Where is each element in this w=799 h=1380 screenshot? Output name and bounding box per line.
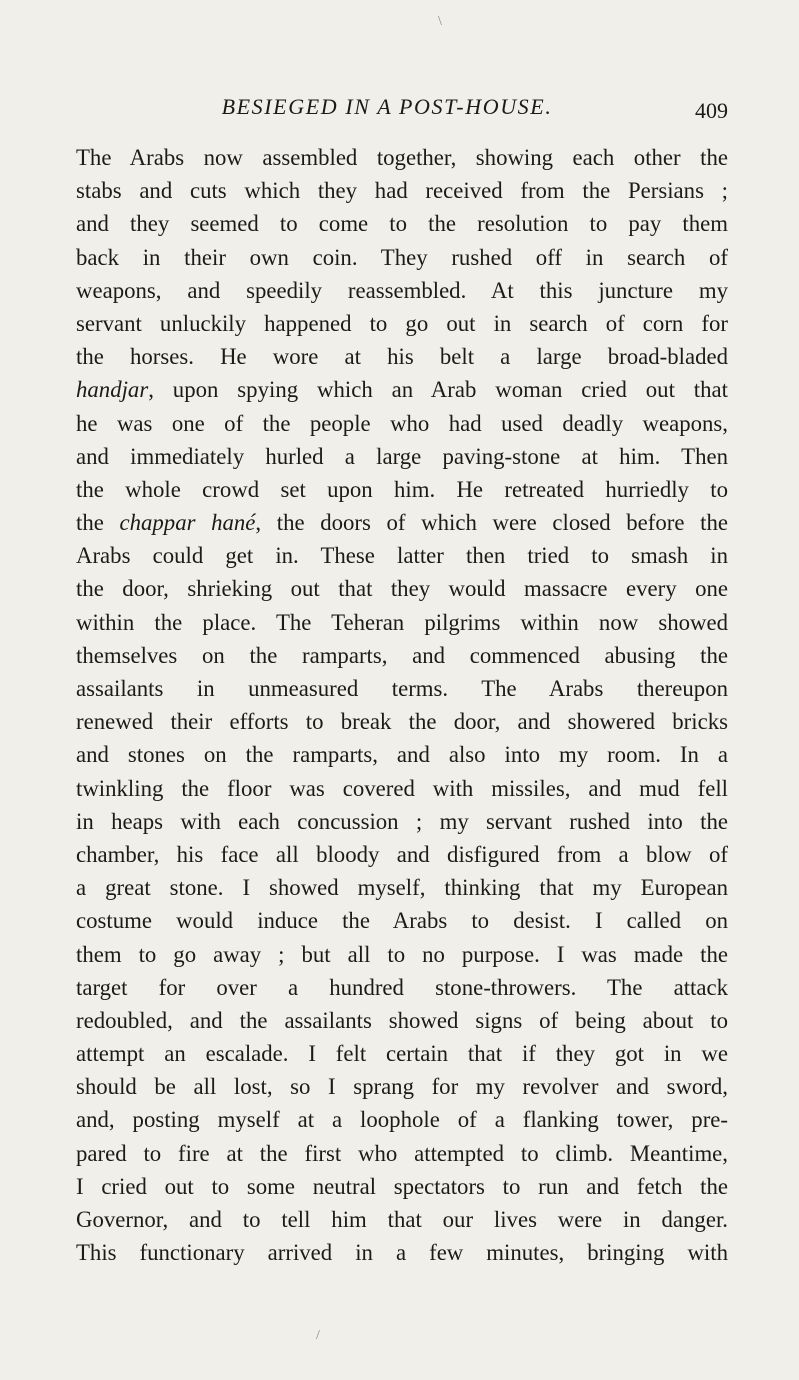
running-title: BESIEGED IN A POST-HOUSE. [221,94,553,119]
text-line: the whole crowd set upon him. He retreated hurriedly to [76,476,728,502]
text-line: This functionary arrived in a few minutes, bringing with [76,1240,728,1266]
text-line: costume would induce the Arabs to desist. I called on [76,908,728,934]
text-line: the horses. He wore at his belt a large broad-bladed [76,344,728,370]
body-text [76,141,728,1269]
text-line: twinkling the floor was covered with missiles, and mud fell [76,775,728,801]
text-line: The Arabs now assembled together, showing each other the [76,145,728,170]
text-line: assailants in unmeasured terms. The Arabs thereupon [76,676,728,701]
text-line: weapons, and speedily reassembled. At this juncture my [76,277,728,303]
text-line: servant unluckily happened to go out in search of corn for [76,310,728,336]
text-line: I cried out to some neutral spectators to run and fetch the [76,1173,728,1199]
text-line: Governor, and to tell him that our lives were in danger. [76,1207,728,1232]
text-line: themselves on the ramparts, and commenced abusing the [76,642,728,668]
running-header [76,92,728,126]
text-line: within the place. The Teheran pilgrims within now showed [76,609,728,635]
stray-mark-bottom: / [316,1328,320,1343]
italic-term: handjar [76,377,149,403]
text-line: the door, shrieking out that they would massacre every one [76,576,728,602]
text-line: and they seemed to come to the resolution to pay them [76,211,728,237]
text-line: target for over a hundred stone-throwers. The attack [76,974,728,1000]
text-line: renewed their efforts to break the door, and showered bricks [76,709,728,735]
text-line: the chappar hané, the doors of which were closed before the [76,510,728,536]
text-line: chamber, his face all bloody and disfigured from a blow of [76,841,728,867]
italic-term: chappar hané [119,510,256,536]
text-line: a great stone. I showed myself, thinking that my European [76,875,728,901]
text-line: redoubled, and the assailants showed signs of being about to [76,1007,728,1033]
text-line: attempt an escalade. I felt certain that if they got in we [76,1041,728,1067]
text-line: them to go away ; but all to no purpose. I was made the [76,941,728,967]
stray-mark-top: \ [438,14,442,29]
text-line: and immediately hurled a large paving-stone at him. Then [76,443,728,469]
text-line: handjar, upon spying which an Arab woman cried out that [76,377,728,403]
text-line: back in their own coin. They rushed off in search of [76,244,728,270]
text-line: and, posting myself at a loophole of a flanking tower, pre- [76,1107,728,1133]
text-line: in heaps with each concussion ; my servant rushed into the [76,808,728,834]
text-line: should be all lost, so I sprang for my revolver and sword, [76,1074,728,1100]
page-number: 409 [695,98,728,123]
text-line: Arabs could get in. These latter then tried to smash in [76,543,728,569]
text-line: and stones on the ramparts, and also into my room. In a [76,742,728,768]
text-line: pared to fire at the first who attempted to climb. Meantime, [76,1140,728,1166]
text-line: he was one of the people who had used deadly weapons, [76,410,728,436]
text-line: stabs and cuts which they had received from the Persians ; [76,178,728,204]
